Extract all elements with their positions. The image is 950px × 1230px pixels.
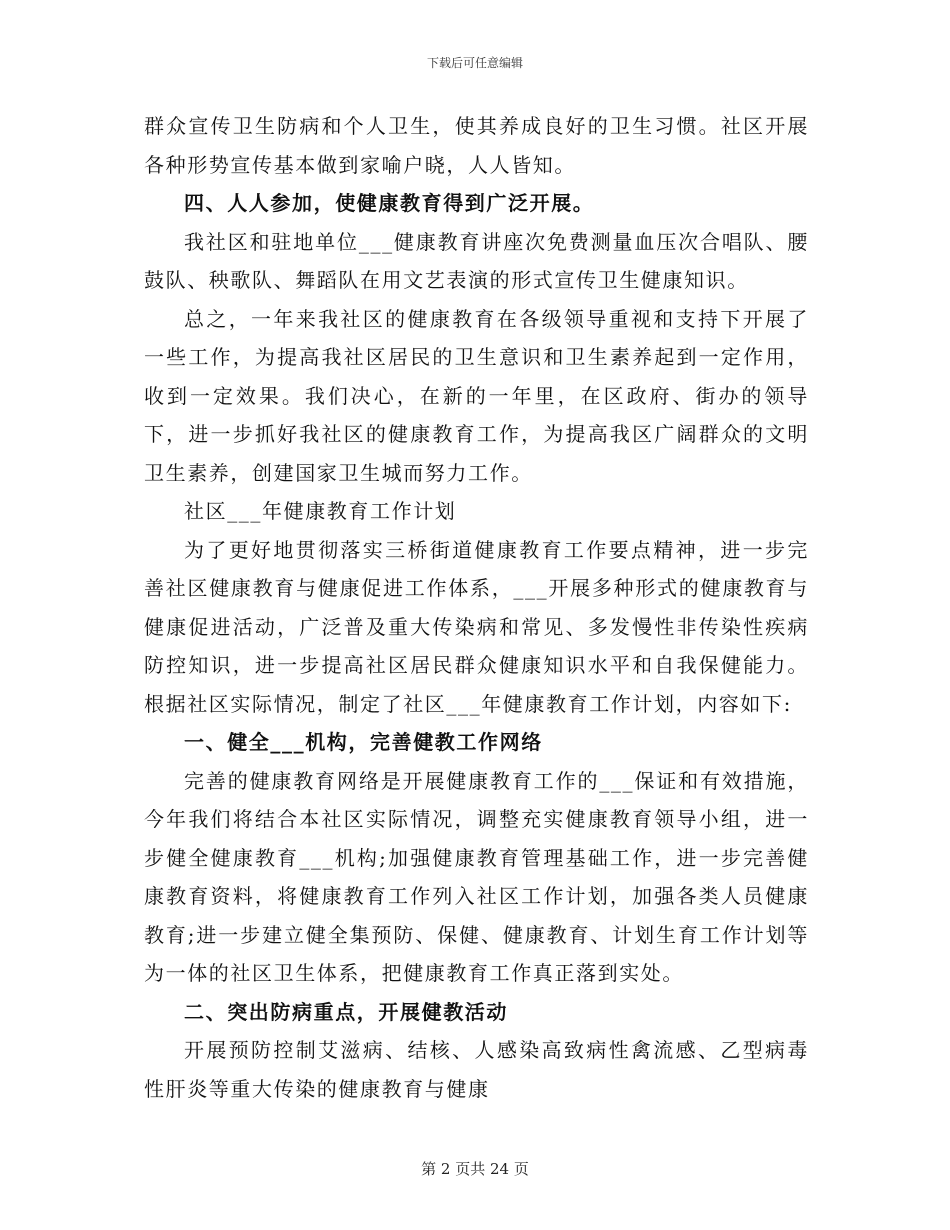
paragraph-prevention: 开展预防控制艾滋病、结核、人感染高致病性禽流感、乙型病毒性肝炎等重大传染的健康教育与健康 xyxy=(144,1038,809,1101)
page-footer: 第 2 页共 24 页 xyxy=(421,1160,529,1178)
section-heading-1: 一、健全___机构，完善健教工作网络 xyxy=(184,730,543,754)
document-body xyxy=(144,107,809,1108)
paragraph-summary: 总之，一年来我社区的健康教育在各级领导重视和支持下开展了一些工作，为提高我社区居民的卫生意识和卫生素养起到一定作用，收到一定效果。我们决心，在新的一年里，在区政府、街办的领导下，进一步抓好我社区的健康教育工作，为提高我区广阔群众的文明卫生素养，创建国家卫生城而努力工作。 xyxy=(144,306,809,485)
paragraph-activities: 我社区和驻地单位___健康教育讲座次免费测量血压次合唱队、腰鼓队、秧歌队、舞蹈队在用文艺表演的形式宣传卫生健康知识。 xyxy=(144,229,809,292)
header-note: 下载后可任意编辑 xyxy=(426,56,523,70)
section-heading-2: 二、突出防病重点，开展健教活动 xyxy=(184,999,508,1024)
plan-title: 社区___年健康教育工作计划 xyxy=(184,499,457,523)
paragraph-continuation: 群众宣传卫生防病和个人卫生，使其养成良好的卫生习惯。社区开展各种形势宣传基本做到家喻户晓，人人皆知。 xyxy=(144,114,809,177)
paragraph-plan-intro: 为了更好地贯彻落实三桥街道健康教育工作要点精神，进一步完善社区健康教育与健康促进工作体系，___开展多种形式的健康教育与健康促进活动，广泛普及重大传染病和常见、多发慢性非传染性疾病防控知识，进一步提高社区居民群众健康知识水平和自我保健能力。根据社区实际情况，制定了社区___年健康教育工作计划，内容如下: xyxy=(144,537,809,716)
paragraph-network: 完善的健康教育网络是开展健康教育工作的___保证和有效措施，今年我们将结合本社区实际情况，调整充实健康教育领导小组，进一步健全健康教育___机构;加强健康教育管理基础工作，进一步完善健康教育资料，将健康教育工作列入社区工作计划，加强各类人员健康教育;进一步建立健全集预防、保健、健康教育、计划生育工作计划等为一体的社区卫生体系，把健康教育工作真正落到实处。 xyxy=(144,768,809,985)
section-heading-4: 四、人人参加，使健康教育得到广泛开展。 xyxy=(184,191,595,215)
